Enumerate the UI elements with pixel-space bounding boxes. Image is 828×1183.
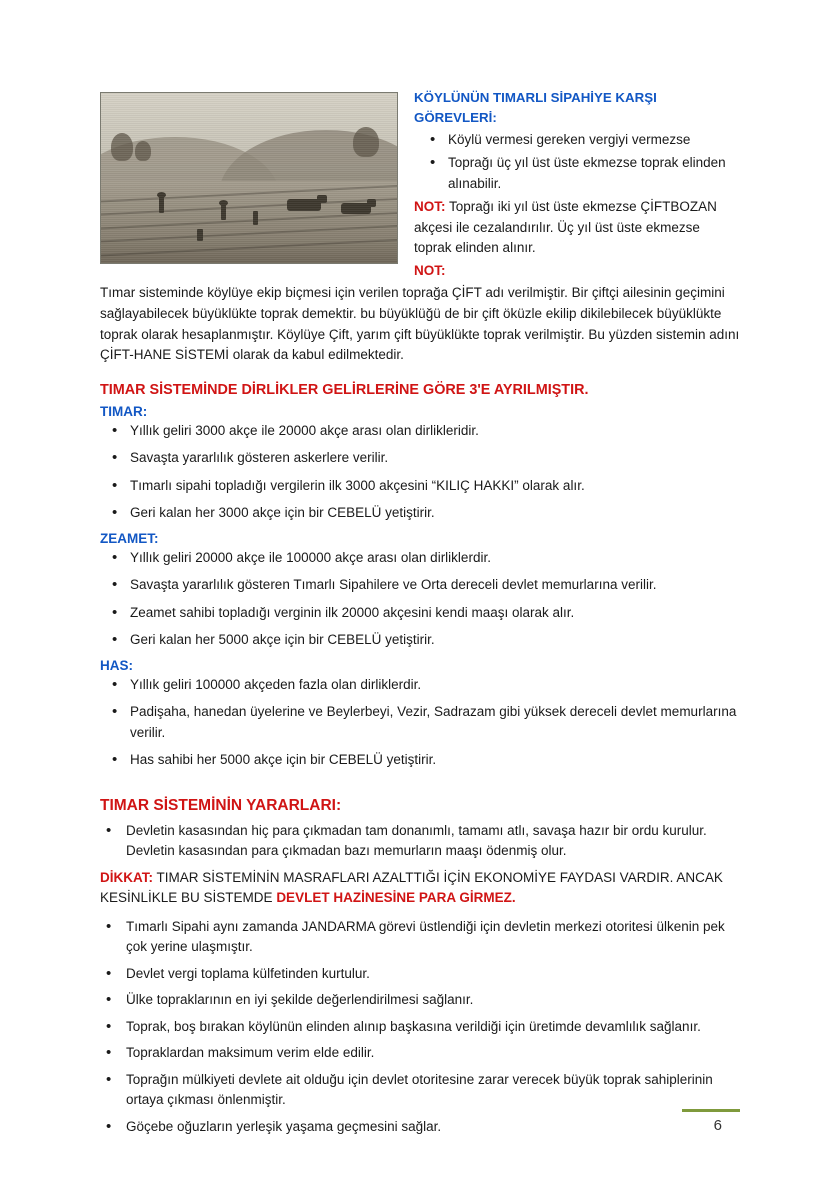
list-item: • Toprak, boş bırakan köylünün elinden alınıp başkasına verildiği için üretimde devamlılık sağlanır. bbox=[100, 1017, 740, 1038]
top-block bbox=[100, 88, 740, 281]
list-item: • Savaşta yararlılık gösteren askerlere verilir. bbox=[100, 448, 740, 469]
group-label-has: HAS: bbox=[100, 657, 133, 673]
benefits-list bbox=[100, 917, 740, 1138]
list-item: • Toprağın mülkiyeti devlete ait olduğu için devlet otoritesine zarar verecek büyük toprak sahiplerinin ortaya çıkması önlenmiştir. bbox=[100, 1070, 740, 1111]
list-item: • Devlet vergi toplama külfetinden kurtulur. bbox=[100, 964, 740, 985]
page-footer bbox=[100, 1109, 740, 1149]
note-one-text: Toprağı iki yıl üst üste ekmezse ÇİFTBOZAN akçesi ile cezalandırılır. Üç yıl üst üste ekmezse toprak elinden alınır. bbox=[414, 199, 717, 256]
dikkat-paragraph bbox=[100, 868, 740, 909]
note-one-label: NOT: bbox=[414, 199, 446, 215]
list-item: • Geri kalan her 3000 akçe için bir CEBELÜ yetiştirir. bbox=[100, 503, 740, 524]
list-item: • Köylü vermesi gereken vergiyi vermezse bbox=[414, 130, 740, 151]
benefits-heading: TIMAR SİSTEMİNİN YARARLARI: bbox=[100, 796, 342, 814]
has-list bbox=[100, 675, 740, 771]
dikkat-text: TIMAR SİSTEMİNİN MASRAFLARI AZALTTIĞI İÇİN EKONOMİYE FAYDASI VARDIR. ANCAK KESİNLİKLE BU SİSTEMDE bbox=[100, 869, 723, 906]
list-item: • Geri kalan her 5000 akçe için bir CEBELÜ yetiştirir. bbox=[100, 630, 740, 651]
list-item: • Padişaha, hanedan üyelerine ve Beylerbeyi, Vezir, Sadrazam gibi yüksek dereceli devlet memurlarına verilir. bbox=[100, 702, 740, 743]
dirlik-heading: TIMAR SİSTEMİNDE DİRLİKLER GELİRLERİNE GÖRE 3'E AYRILMIŞTIR. bbox=[100, 381, 589, 398]
duties-heading: KÖYLÜNÜN TIMARLI SİPAHİYE KARŞI GÖREVLERİ: bbox=[414, 90, 657, 125]
list-item: • Yıllık geliri 3000 akçe ile 20000 akçe arası olan dirlikleridir. bbox=[100, 421, 740, 442]
list-item: • Tımarlı Sipahi aynı zamanda JANDARMA görevi üstlendiği için devletin merkezi otoritesi ülkenin pek çok yerine ulaşmıştır. bbox=[100, 917, 740, 958]
list-item: • Yıllık geliri 20000 akçe ile 100000 akçe arası olan dirliklerdir. bbox=[100, 548, 740, 569]
list-item: • Göçebe oğuzların yerleşik yaşama geçmesini sağlar. bbox=[100, 1117, 740, 1138]
list-item: • Zeamet sahibi topladığı verginin ilk 20000 akçesini kendi maaşı olarak alır. bbox=[100, 603, 740, 624]
note-one bbox=[414, 197, 740, 259]
list-item: • Tımarlı sipahi topladığı vergilerin ilk 3000 akçesini “KILIÇ HAKKI” olarak alır. bbox=[100, 476, 740, 497]
page-number: 6 bbox=[713, 1117, 722, 1135]
note-two-label: NOT: bbox=[414, 262, 446, 278]
footer-divider bbox=[682, 1109, 740, 1112]
note-two-text: Tımar sisteminde köylüye ekip biçmesi için verilen toprağa ÇİFT adı verilmiştir. Bir çiftçi ailesinin geçimini sağlayabilecek büyüklükte toprak demektir. bu büyüklüğü de bir çift öküzle ekilip dikilebilecek büyüklükte toprak olarak hesaplanmıştır. Köylüye Çift, yarım çift büyüklükte toprak verilmiştir. Bu yüzden sistemin adını ÇİFT-HANE SİSTEMİ olarak da kabul edilmektedir. bbox=[100, 285, 740, 363]
dikkat-label: DİKKAT: bbox=[100, 869, 153, 885]
list-item: • Savaşta yararlılık gösteren Tımarlı Sipahilere ve Orta dereceli devlet memurlarına verilir. bbox=[100, 575, 740, 596]
field-illustration bbox=[100, 92, 398, 264]
list-item: • Topraklardan maksimum verim elde edilir. bbox=[100, 1043, 740, 1064]
zeamet-list bbox=[100, 548, 740, 651]
group-label-timar: TIMAR: bbox=[100, 403, 148, 419]
list-item: • Devletin kasasından hiç para çıkmadan tam donanımlı, tamamı atlı, savaşa hazır bir ordu kurulur. Devletin kasasından para çıkmadan bazı memurların maaşı ödenmiş olur. bbox=[100, 821, 740, 862]
list-item: • Toprağı üç yıl üst üste ekmezse toprak elinden alınabilir. bbox=[414, 153, 740, 194]
list-item: • Yıllık geliri 100000 akçeden fazla olan dirliklerdir. bbox=[100, 675, 740, 696]
dikkat-emphasis: DEVLET HAZİNESİNE PARA GİRMEZ. bbox=[276, 890, 516, 906]
timar-list bbox=[100, 421, 740, 524]
note-two-start bbox=[414, 261, 740, 282]
group-label-zeamet: ZEAMET: bbox=[100, 530, 159, 546]
benefits-first-list bbox=[100, 821, 740, 862]
list-item: • Ülke topraklarının en iyi şekilde değerlendirilmesi sağlanır. bbox=[100, 990, 740, 1011]
duties-list bbox=[414, 130, 740, 195]
duties-column bbox=[414, 88, 740, 281]
list-item: • Has sahibi her 5000 akçe için bir CEBELÜ yetiştirir. bbox=[100, 750, 740, 771]
